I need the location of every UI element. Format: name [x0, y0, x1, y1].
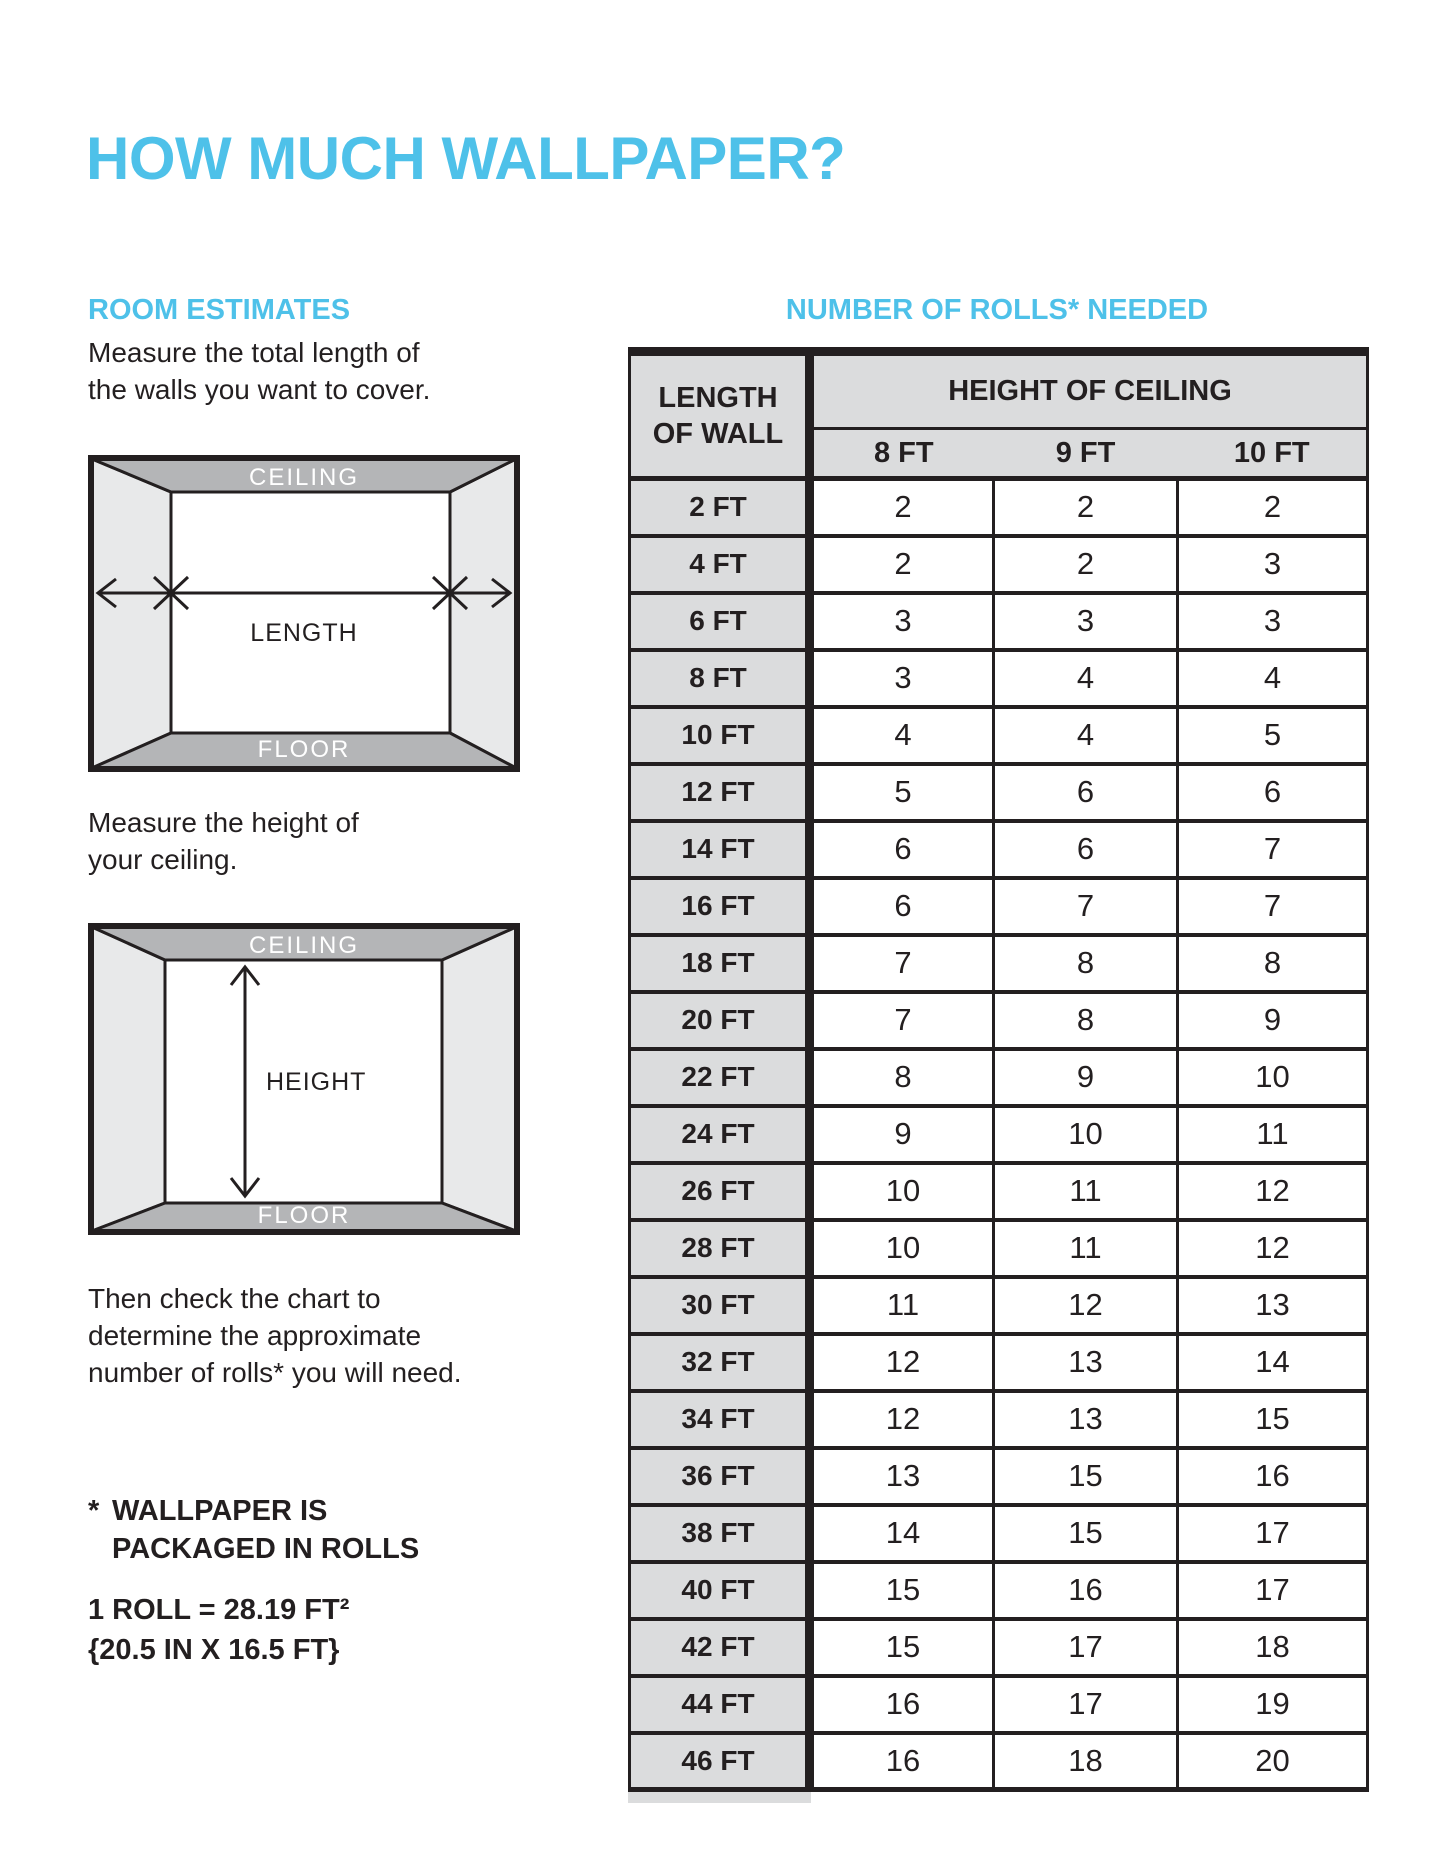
- table-row: [630, 1391, 1368, 1448]
- rolls-value-cell: 3: [1178, 536, 1368, 593]
- rolls-value-cell: 9: [810, 1106, 994, 1163]
- header-line: LENGTH: [658, 382, 778, 414]
- roll-area-line: 1 ROLL = 28.19 FT²: [88, 1594, 350, 1626]
- rolls-value-cell: 17: [1178, 1562, 1368, 1619]
- wall-length-cell: 10 FT: [630, 707, 810, 764]
- table-row: [630, 1619, 1368, 1676]
- rolls-value-cell: 13: [1178, 1277, 1368, 1334]
- rolls-value-cell: 9: [994, 1049, 1178, 1106]
- paragraph-line: Measure the total length of: [88, 337, 420, 368]
- rolls-value-cell: 4: [810, 707, 994, 764]
- rolls-value-cell: 6: [994, 764, 1178, 821]
- table-row: [630, 479, 1368, 536]
- length-column-stub: [628, 1792, 811, 1803]
- rolls-value-cell: 10: [810, 1163, 994, 1220]
- rolls-value-cell: 20: [1178, 1733, 1368, 1790]
- wall-length-cell: 42 FT: [630, 1619, 810, 1676]
- rolls-value-cell: 12: [1178, 1220, 1368, 1277]
- table-row: [630, 1562, 1368, 1619]
- wall-length-cell: 2 FT: [630, 479, 810, 536]
- rolls-table-body: [630, 479, 1368, 1790]
- measure-length-paragraph: [88, 334, 430, 408]
- rolls-value-cell: 17: [994, 1619, 1178, 1676]
- right-wall: [442, 927, 516, 1231]
- ceiling-height-10ft-header: 10 FT: [1178, 429, 1368, 479]
- rolls-value-cell: 8: [1178, 935, 1368, 992]
- rolls-value-cell: 8: [810, 1049, 994, 1106]
- height-label: HEIGHT: [266, 1068, 367, 1096]
- rolls-value-cell: 10: [1178, 1049, 1368, 1106]
- asterisk: *: [88, 1495, 100, 1527]
- left-wall: [92, 459, 171, 768]
- table-row: [630, 1676, 1368, 1733]
- rolls-value-cell: 18: [1178, 1619, 1368, 1676]
- rolls-value-cell: 3: [1178, 593, 1368, 650]
- page-title: HOW MUCH WALLPAPER?: [86, 125, 846, 193]
- wall-length-cell: 12 FT: [630, 764, 810, 821]
- rolls-value-cell: 5: [810, 764, 994, 821]
- table-row: [630, 821, 1368, 878]
- rolls-value-cell: 2: [994, 479, 1178, 536]
- rolls-value-cell: 12: [810, 1334, 994, 1391]
- rolls-value-cell: 12: [994, 1277, 1178, 1334]
- wall-length-cell: 30 FT: [630, 1277, 810, 1334]
- rolls-value-cell: 10: [994, 1106, 1178, 1163]
- rolls-value-cell: 6: [810, 821, 994, 878]
- rolls-footnote: [88, 1492, 419, 1568]
- rolls-value-cell: 17: [1178, 1505, 1368, 1562]
- rolls-value-cell: 13: [994, 1334, 1178, 1391]
- roll-size-info: [88, 1590, 349, 1670]
- paragraph-line: determine the approximate: [88, 1320, 422, 1351]
- length-of-wall-header: [630, 352, 810, 479]
- wall-length-cell: 36 FT: [630, 1448, 810, 1505]
- rolls-value-cell: 16: [810, 1676, 994, 1733]
- ceiling-label: CEILING: [248, 932, 360, 959]
- table-row: [630, 992, 1368, 1049]
- room-length-diagram: [88, 455, 520, 772]
- table-row: [630, 1106, 1368, 1163]
- table-row: [630, 1163, 1368, 1220]
- length-label: LENGTH: [250, 619, 358, 647]
- wall-length-cell: 28 FT: [630, 1220, 810, 1277]
- table-row: [630, 878, 1368, 935]
- table-row: [630, 1505, 1368, 1562]
- right-wall: [450, 459, 516, 768]
- floor-label: FLOOR: [257, 1202, 351, 1229]
- paragraph-line: number of rolls* you will need.: [88, 1357, 462, 1388]
- rolls-needed-heading: NUMBER OF ROLLS* NEEDED: [785, 294, 1209, 327]
- rolls-table-container: [628, 347, 1369, 1792]
- rolls-value-cell: 7: [810, 992, 994, 1049]
- rolls-value-cell: 15: [994, 1448, 1178, 1505]
- wall-length-cell: 26 FT: [630, 1163, 810, 1220]
- paragraph-line: Measure the height of: [88, 807, 359, 838]
- table-row: [630, 1220, 1368, 1277]
- table-row: [630, 935, 1368, 992]
- header-line: OF WALL: [652, 418, 784, 450]
- rolls-value-cell: 7: [810, 935, 994, 992]
- rolls-value-cell: 15: [810, 1619, 994, 1676]
- wall-length-cell: 40 FT: [630, 1562, 810, 1619]
- rolls-value-cell: 7: [994, 878, 1178, 935]
- rolls-value-cell: 5: [1178, 707, 1368, 764]
- wall-length-cell: 32 FT: [630, 1334, 810, 1391]
- rolls-value-cell: 6: [1178, 764, 1368, 821]
- footnote-text: WALLPAPER IS: [112, 1495, 328, 1527]
- wall-length-cell: 16 FT: [630, 878, 810, 935]
- rolls-value-cell: 2: [810, 479, 994, 536]
- wall-length-cell: 34 FT: [630, 1391, 810, 1448]
- rolls-value-cell: 18: [994, 1733, 1178, 1790]
- table-row: [630, 650, 1368, 707]
- rolls-value-cell: 7: [1178, 878, 1368, 935]
- ceiling-height-diagram: [88, 923, 520, 1235]
- roll-dimensions-line: {20.5 IN X 16.5 FT}: [88, 1634, 340, 1666]
- rolls-value-cell: 6: [810, 878, 994, 935]
- wall-length-cell: 38 FT: [630, 1505, 810, 1562]
- rolls-value-cell: 13: [810, 1448, 994, 1505]
- rolls-value-cell: 12: [1178, 1163, 1368, 1220]
- footnote-line: PACKAGED IN ROLLS: [112, 1533, 420, 1565]
- rolls-value-cell: 4: [1178, 650, 1368, 707]
- table-row: [630, 1049, 1368, 1106]
- rolls-value-cell: 16: [1178, 1448, 1368, 1505]
- ceiling-height-8ft-header: 8 FT: [810, 429, 994, 479]
- rolls-value-cell: 11: [1178, 1106, 1368, 1163]
- rolls-value-cell: 3: [994, 593, 1178, 650]
- rolls-value-cell: 8: [994, 935, 1178, 992]
- wall-length-cell: 22 FT: [630, 1049, 810, 1106]
- rolls-value-cell: 11: [994, 1163, 1178, 1220]
- table-row: [630, 764, 1368, 821]
- table-row: [630, 536, 1368, 593]
- paragraph-line: your ceiling.: [88, 844, 238, 875]
- room-estimates-heading: ROOM ESTIMATES: [88, 294, 351, 327]
- measure-height-paragraph: [88, 804, 359, 878]
- table-row: [630, 1448, 1368, 1505]
- rolls-value-cell: 17: [994, 1676, 1178, 1733]
- ceiling-height-9ft-header: 9 FT: [994, 429, 1178, 479]
- wall-length-cell: 6 FT: [630, 593, 810, 650]
- rolls-value-cell: 6: [994, 821, 1178, 878]
- check-chart-paragraph: [88, 1280, 462, 1391]
- footnote-line: [88, 1492, 419, 1530]
- rolls-value-cell: 14: [810, 1505, 994, 1562]
- rolls-value-cell: 15: [810, 1562, 994, 1619]
- wall-length-cell: 18 FT: [630, 935, 810, 992]
- rolls-value-cell: 4: [994, 650, 1178, 707]
- rolls-value-cell: 13: [994, 1391, 1178, 1448]
- table-row: [630, 593, 1368, 650]
- rolls-needed-table: [628, 347, 1369, 1792]
- wall-length-cell: 14 FT: [630, 821, 810, 878]
- rolls-value-cell: 3: [810, 593, 994, 650]
- rolls-value-cell: 10: [810, 1220, 994, 1277]
- rolls-value-cell: 3: [810, 650, 994, 707]
- wall-length-cell: 4 FT: [630, 536, 810, 593]
- table-header-row: [630, 352, 1368, 429]
- table-row: [630, 1334, 1368, 1391]
- wall-length-cell: 44 FT: [630, 1676, 810, 1733]
- rolls-value-cell: 7: [1178, 821, 1368, 878]
- table-row: [630, 1277, 1368, 1334]
- rolls-value-cell: 19: [1178, 1676, 1368, 1733]
- paragraph-line: the walls you want to cover.: [88, 374, 431, 405]
- rolls-value-cell: 11: [994, 1220, 1178, 1277]
- ceiling-label: CEILING: [248, 464, 360, 491]
- wall-length-cell: 46 FT: [630, 1733, 810, 1790]
- table-row: [630, 1733, 1368, 1790]
- rolls-value-cell: 4: [994, 707, 1178, 764]
- rolls-value-cell: 2: [810, 536, 994, 593]
- table-row: [630, 707, 1368, 764]
- floor-label: FLOOR: [257, 736, 351, 763]
- rolls-value-cell: 16: [810, 1733, 994, 1790]
- rolls-value-cell: 9: [1178, 992, 1368, 1049]
- rolls-value-cell: 12: [810, 1391, 994, 1448]
- rolls-value-cell: 16: [994, 1562, 1178, 1619]
- wall-length-cell: 24 FT: [630, 1106, 810, 1163]
- rolls-value-cell: 2: [1178, 479, 1368, 536]
- rolls-value-cell: 15: [994, 1505, 1178, 1562]
- left-wall: [92, 927, 165, 1231]
- rolls-value-cell: 15: [1178, 1391, 1368, 1448]
- paragraph-line: Then check the chart to: [88, 1283, 381, 1314]
- rolls-value-cell: 2: [994, 536, 1178, 593]
- rolls-value-cell: 11: [810, 1277, 994, 1334]
- wall-length-cell: 8 FT: [630, 650, 810, 707]
- rolls-value-cell: 14: [1178, 1334, 1368, 1391]
- height-of-ceiling-header: HEIGHT OF CEILING: [810, 352, 1368, 429]
- wall-length-cell: 20 FT: [630, 992, 810, 1049]
- rolls-value-cell: 8: [994, 992, 1178, 1049]
- back-wall: [171, 492, 450, 733]
